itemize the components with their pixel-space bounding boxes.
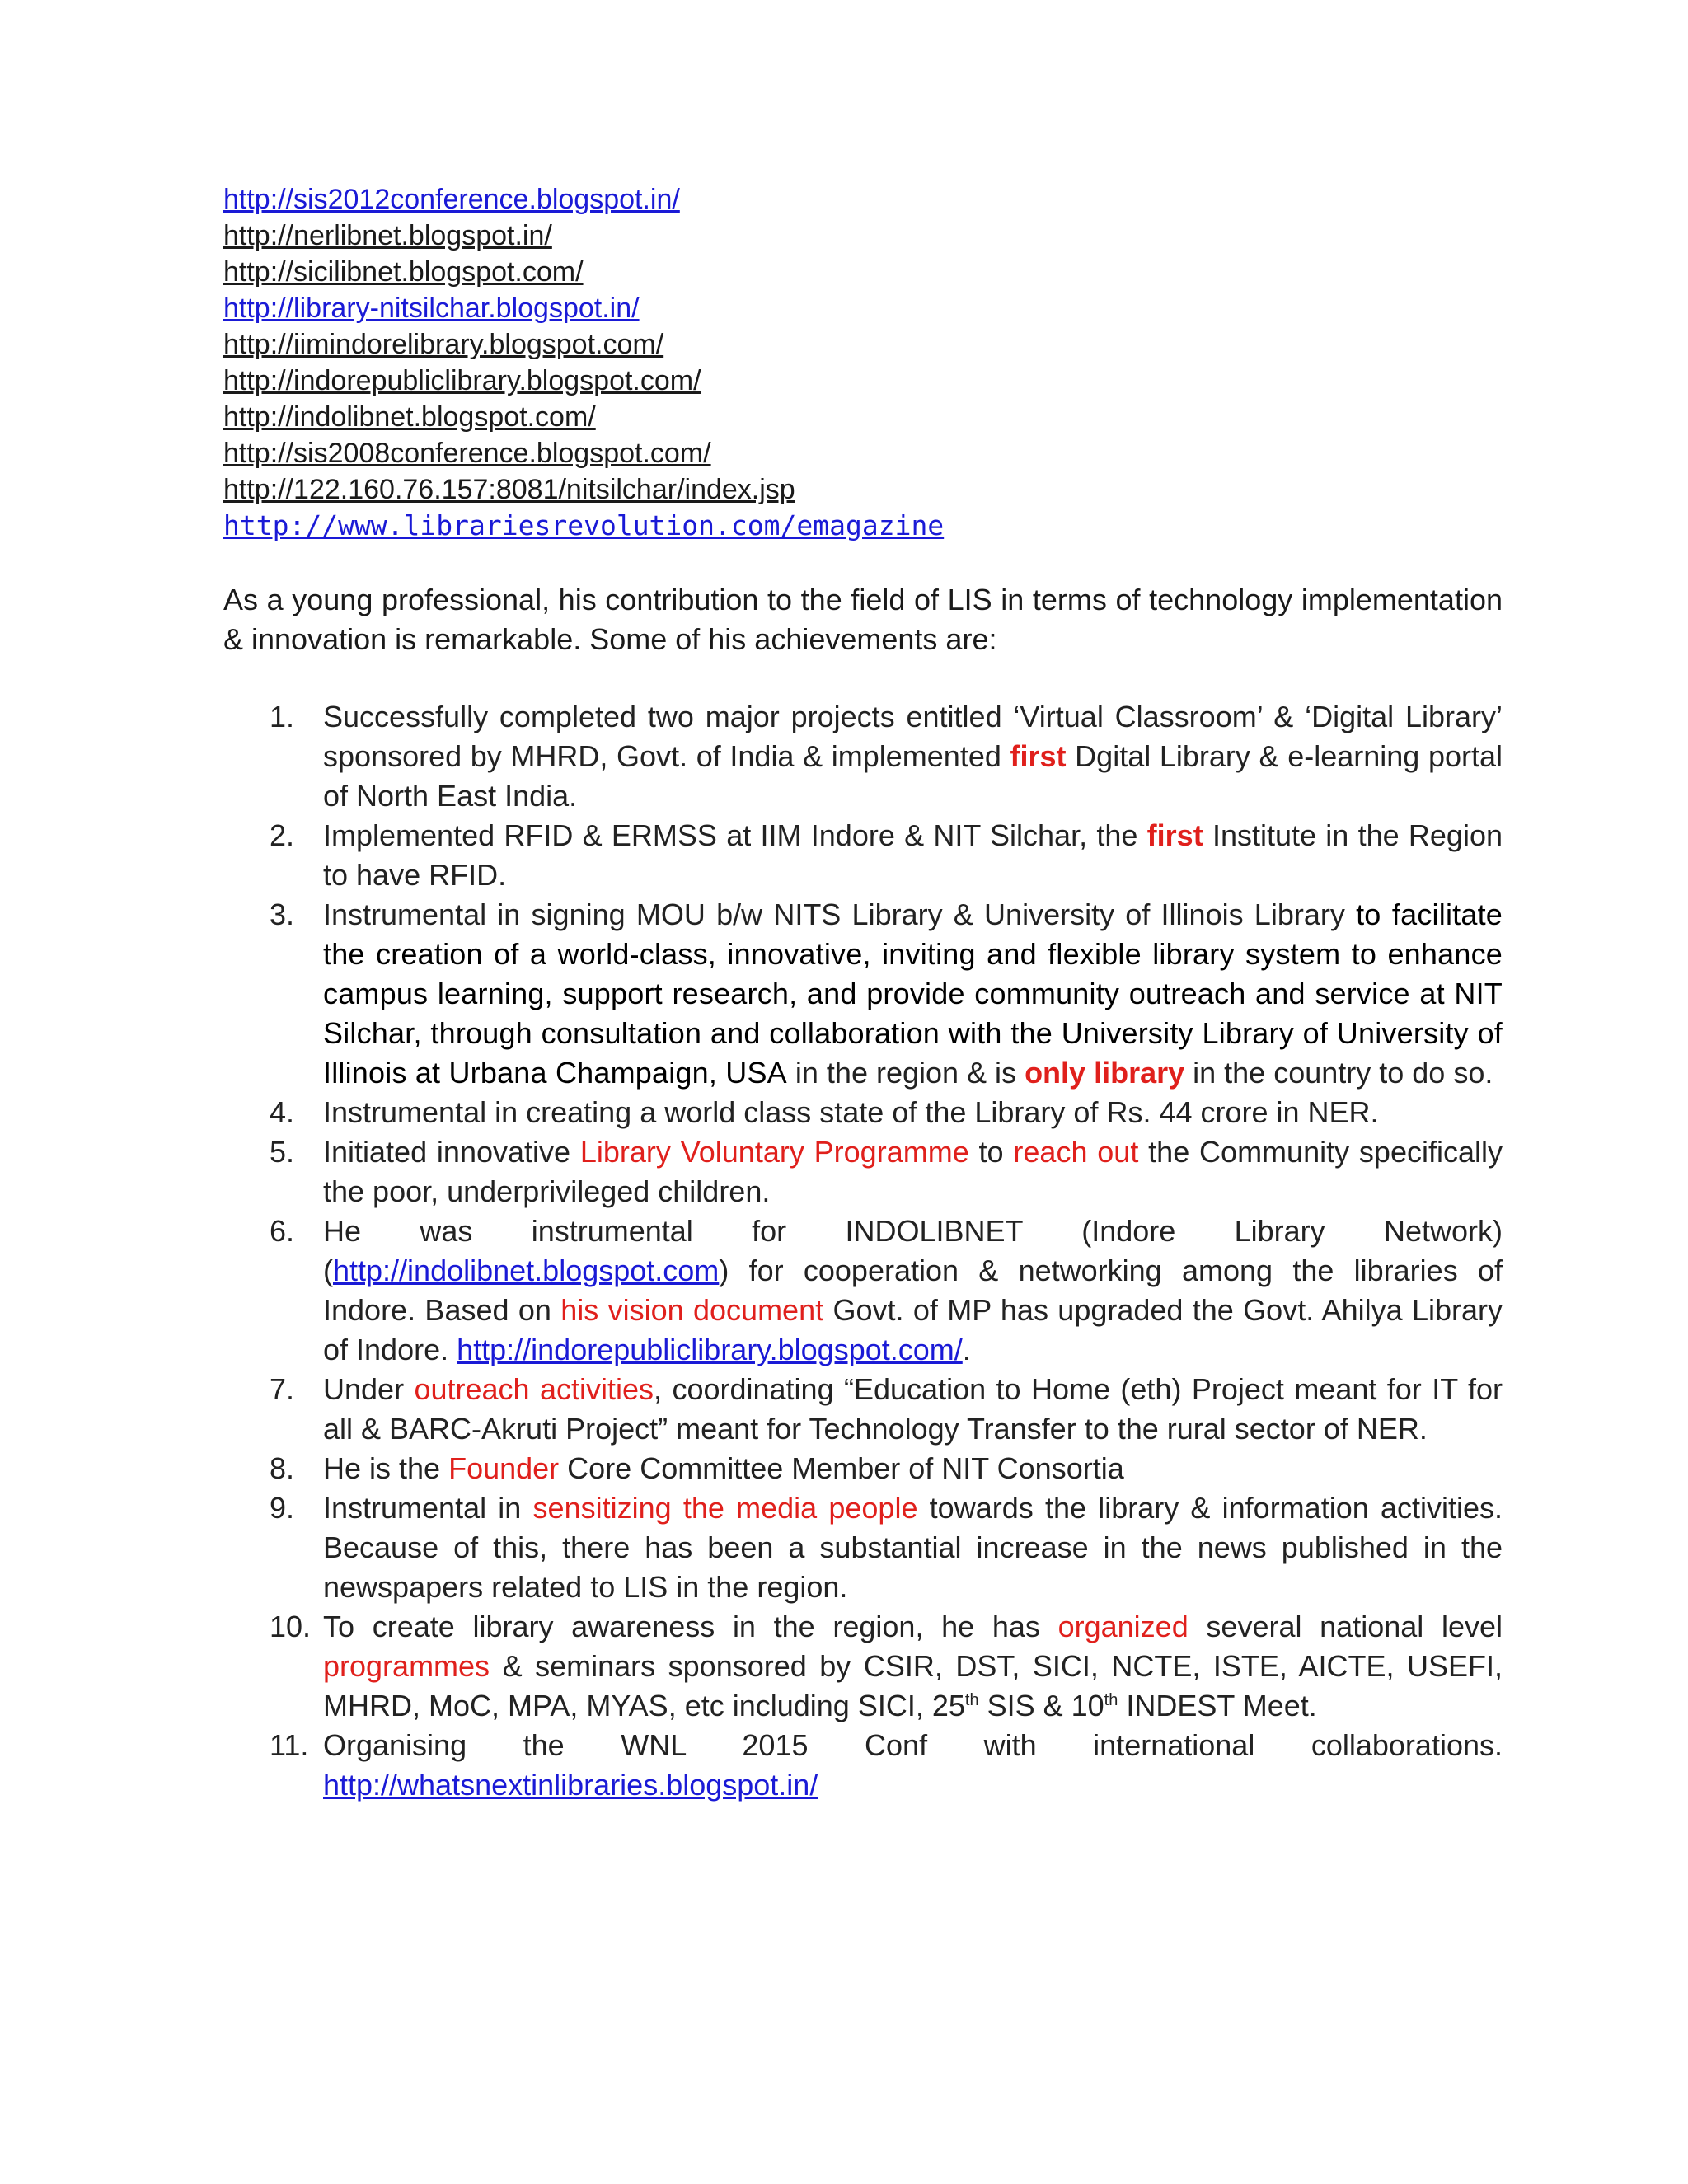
item-number: 6. xyxy=(270,1214,295,1248)
item-text: & seminars sponsored by CSIR, DST, SICI, NCTE, ISTE, AICTE, USEFI, MHRD, MoC, MPA, MYAS, etc including SICI, 25 xyxy=(323,1649,1503,1722)
link-indorepubliclibrary-inline[interactable]: http://indorepubliclibrary.blogspot.com/ xyxy=(457,1333,963,1366)
highlight-text: Library Voluntary Programme xyxy=(579,1135,969,1169)
item-text: To create library awareness in the region, he has xyxy=(323,1610,1058,1643)
list-item xyxy=(223,254,1503,290)
item-text: the Community specifically the poor, underprivileged children. xyxy=(323,1135,1503,1208)
list-item xyxy=(223,218,1503,254)
highlight-text: first xyxy=(1010,739,1067,773)
item-number: 1. xyxy=(270,700,295,733)
link-iimindorelibrary[interactable]: http://iimindorelibrary.blogspot.com/ xyxy=(223,329,664,360)
item-number: 9. xyxy=(270,1491,295,1525)
list-item xyxy=(223,697,1503,816)
list-item xyxy=(223,181,1503,218)
item-text: He was instrumental for INDOLIBNET (Indore Library Network) ( xyxy=(323,1214,1503,1287)
item-text: Institute in the Region to have RFID. xyxy=(323,818,1503,892)
item-text: Core Committee Member of NIT Consortia xyxy=(559,1451,1124,1485)
item-number: 11. xyxy=(270,1728,309,1762)
item-text: to xyxy=(968,1135,1014,1169)
item-text: Govt. of MP has upgraded the Govt. Ahilya Library of Indore. xyxy=(323,1293,1503,1366)
highlight-text: first xyxy=(1146,818,1203,852)
highlight-text: only library xyxy=(1025,1056,1185,1090)
item-text: INDEST Meet. xyxy=(1118,1689,1317,1722)
item-number: 8. xyxy=(270,1451,295,1485)
list-item xyxy=(223,290,1503,326)
link-sis2008[interactable]: http://sis2008conference.blogspot.com/ xyxy=(223,438,711,469)
item-text: in the country to do so. xyxy=(1184,1056,1493,1090)
list-item xyxy=(223,1132,1503,1212)
highlight-text: programmes xyxy=(323,1649,490,1683)
item-text: Implemented RFID & ERMSS at IIM Indore & NIT Silchar, the xyxy=(323,818,1147,852)
list-item xyxy=(223,1607,1503,1726)
item-text: He is the xyxy=(323,1451,449,1485)
item-text: Instrumental in signing MOU b/w NITS Library & University of Illinois Library xyxy=(323,898,1357,931)
item-number: 4. xyxy=(270,1095,295,1129)
item-number: 10. xyxy=(270,1610,312,1643)
list-item xyxy=(223,399,1503,435)
link-nerlibnet[interactable]: http://nerlibnet.blogspot.in/ xyxy=(223,220,552,251)
list-item xyxy=(223,1212,1503,1370)
item-text: Successfully completed two major projects entitled ‘Virtual Classroom’ & ‘Digital Library’ sponsored by MHRD, Govt. of India & implemented xyxy=(323,700,1503,773)
item-text: Under xyxy=(323,1372,415,1406)
item-text: several national level xyxy=(1188,1610,1503,1643)
link-librariesrevolution[interactable]: http://www.librariesrevolution.com/emagazine xyxy=(223,509,945,541)
item-text: . xyxy=(962,1333,971,1366)
highlight-text: outreach activities xyxy=(414,1372,654,1406)
list-item xyxy=(223,1726,1503,1805)
link-sicilibnet[interactable]: http://sicilibnet.blogspot.com/ xyxy=(223,256,584,288)
item-text: to facilitate the creation of a world-class, innovative, inviting and flexible library system to enhance campus learning, support research, and provide community outreach and service at NIT Silchar, through consultation and collaboration with the University Library of University of Illinois at Urbana Champaign, USA xyxy=(323,898,1503,1090)
superscript: th xyxy=(1104,1691,1118,1709)
highlight-text: Founder xyxy=(448,1451,560,1485)
item-text: , coordinating “Education to Home (eth) Project meant for IT for all & BARC-Akruti Project” meant for Technology Transfer to the rural sector of NER. xyxy=(323,1372,1503,1446)
list-item xyxy=(223,816,1503,895)
list-item xyxy=(223,1370,1503,1449)
link-whatsnextinlibraries[interactable]: http://whatsnextinlibraries.blogspot.in/ xyxy=(323,1768,818,1802)
achievements-list xyxy=(223,697,1503,1805)
document-page xyxy=(223,181,1503,1805)
link-indolibnet-inline[interactable]: http://indolibnet.blogspot.com xyxy=(333,1254,720,1287)
list-item xyxy=(223,435,1503,471)
list-item xyxy=(223,1449,1503,1488)
item-text: SIS & 10 xyxy=(978,1689,1104,1722)
link-sis2012[interactable]: http://sis2012conference.blogspot.in/ xyxy=(223,184,680,215)
link-list xyxy=(223,181,1503,544)
item-text: ) for cooperation & networking among the libraries of Indore. Based on xyxy=(323,1254,1503,1327)
list-item xyxy=(223,895,1503,1093)
list-item xyxy=(223,471,1503,508)
item-number: 7. xyxy=(270,1372,295,1406)
link-indolibnet[interactable]: http://indolibnet.blogspot.com/ xyxy=(223,401,596,433)
item-number: 5. xyxy=(270,1135,295,1169)
highlight-text: his vision document xyxy=(560,1293,824,1327)
link-indorepubliclibrary[interactable]: http://indorepubliclibrary.blogspot.com/ xyxy=(223,365,701,396)
item-text: Instrumental in xyxy=(323,1491,533,1525)
intro-paragraph: As a young professional, his contribution to the field of LIS in terms of technology implementation & innovation is remarkable. Some of his achievements are: xyxy=(223,583,1503,656)
list-item xyxy=(223,508,1503,544)
superscript: th xyxy=(964,1691,979,1709)
link-nitsilchar-ip[interactable]: http://122.160.76.157:8081/nitsilchar/index.jsp xyxy=(223,474,795,505)
list-item xyxy=(223,1093,1503,1132)
item-text: Instrumental in creating a world class state of the Library of Rs. 44 crore in NER. xyxy=(323,1095,1379,1129)
item-number: 2. xyxy=(270,818,295,852)
item-number: 3. xyxy=(270,898,295,931)
item-text: in the region & is xyxy=(786,1056,1025,1090)
list-item xyxy=(223,326,1503,363)
highlight-text: reach out xyxy=(1013,1135,1139,1169)
item-text: Dgital Library & e-learning portal of North East India. xyxy=(323,739,1503,813)
highlight-text: organized xyxy=(1057,1610,1189,1643)
link-library-nitsilchar[interactable]: http://library-nitsilchar.blogspot.in/ xyxy=(223,293,640,324)
highlight-text: sensitizing the media people xyxy=(532,1491,918,1525)
item-text: towards the library & information activities. Because of this, there has been a substantial increase in the news published in the newspapers related to LIS in the region. xyxy=(323,1491,1503,1604)
list-item xyxy=(223,1488,1503,1607)
item-text: Initiated innovative xyxy=(323,1135,580,1169)
item-text: Organising the WNL 2015 Conf with international collaborations. xyxy=(323,1728,1503,1762)
list-item xyxy=(223,363,1503,399)
